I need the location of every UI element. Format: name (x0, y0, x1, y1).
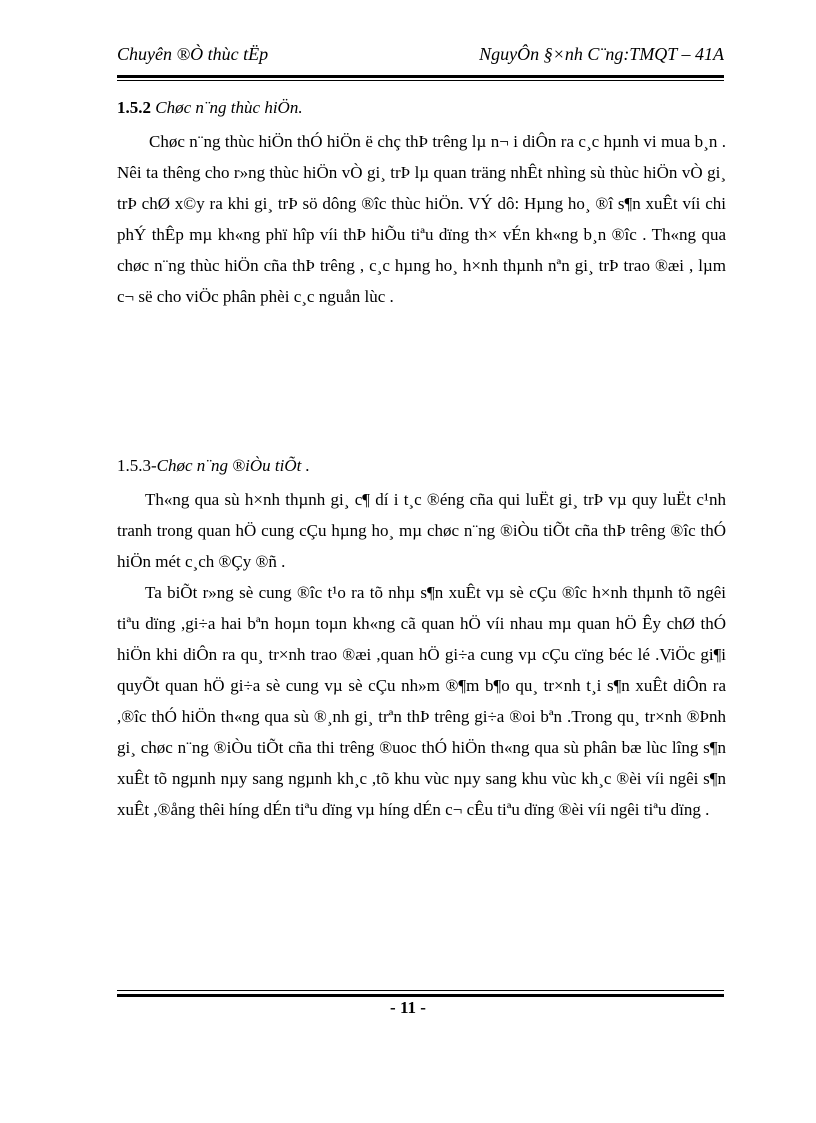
header-right-text: NguyÔn §×nh C¨ng:TMQT – 41A (479, 44, 724, 64)
body-paragraph: Ta biÕt r»ng sè cung ®îc t¹o ra tõ nhµ s¶n xuÊt vµ sè cÇu ®îc h×nh thµnh tõ ngêi tiªu dïng ,gi÷a hai bªn hoµn toµn kh«ng cã quan hÖ víi nhau mµ quan hÖ Êy chØ thÓ hiÖn khi diÔn ra qu¸ tr×nh trao ®æi ,quan hÖ gi÷a cung vµ cÇu cïng béc lé .ViÖc gi¶i quyÕt quan hÖ gi÷a sè cung vµ sè cÇu nh»m ®¶m b¶o qu¸ tr×nh t¸i s¶n xuÊt diÔn ra ,®îc thÓ hiÖn th«ng qua sù ®¸nh gi¸ trªn thÞ trêng gi÷a ®oi bªn .Trong qu¸ tr×nh ®Þnh gi¸ chøc n¨ng ®iÒu tiÕt cña thi trêng ®uoc thÓ hiÖn th«ng qua sù phân bæ lùc lîng s¶n xuÊt tõ ngµnh nµy sang ngµnh kh¸c ,tõ khu vùc nµy sang khu vùc kh¸c ®èi víi ngêi s¶n xuÊt ,®ång thêi híng dÉn tiªu dïng vµ híng dÉn c¬ cÊu tiªu dïng ®èi víi ngêi tiªu dïng . (117, 583, 726, 819)
section-number: 1.5.3- (117, 456, 157, 475)
section-1-5-3 (117, 456, 726, 825)
header-rule-thick (117, 75, 724, 78)
section-heading (117, 456, 726, 476)
header-left-text: Chuyên ®Ò thùc tËp (117, 44, 269, 64)
section-title: Chøc n¨ng thùc hiÖn. (155, 98, 303, 117)
footer-rule-thin (117, 990, 724, 991)
footer-rule-thick (117, 994, 724, 997)
section-number: 1.5.2 (117, 98, 151, 117)
page-number: - 11 - (390, 998, 426, 1017)
section-heading (117, 98, 726, 118)
section-title: Chøc n¨ng ®iÒu tiÕt . (156, 456, 310, 475)
section-1-5-2 (117, 98, 726, 312)
header-rule-thin (117, 80, 724, 81)
body-paragraph: Chøc n¨ng thùc hiÖn thÓ hiÖn ë chç thÞ trêng lµ n¬ i diÔn ra c¸c hµnh vi mua b¸n . Nêi ta thêng cho r»ng thùc hiÖn vÒ gi¸ trÞ lµ quan träng nhÊt nhìng sù thùc hiÖn vÒ gi¸ trÞ chØ x©y ra khi gi¸ trÞ sö dông ®îc thùc hiÖn. VÝ dô: Hµng ho¸ ®î s¶n xuÊt víi chi phÝ thÊp mµ kh«ng phï hîp víi thÞ hiÕu tiªu dïng th× vÉn kh«ng b¸n ®îc . Th«ng qua chøc n¨ng thùc hiÖn cña thÞ trêng , c¸c hµng ho¸ h×nh thµnh nªn gi¸ trÞ trao ®æi , lµm c¬ së cho viÖc phân phèi c¸c nguån lùc . (117, 132, 726, 306)
body-paragraph: Th«ng qua sù h×nh thµnh gi¸ c¶ dí i t¸c ®éng cña qui luËt gi¸ trÞ vµ quy luËt c¹nh tranh trong quan hÖ cung cÇu hµng ho¸ mµ chøc n¨ng ®iÒu tiÕt cña thÞ trêng ®îc thÓ hiÖn mét c¸ch ®Çy ®ñ . (117, 490, 726, 571)
